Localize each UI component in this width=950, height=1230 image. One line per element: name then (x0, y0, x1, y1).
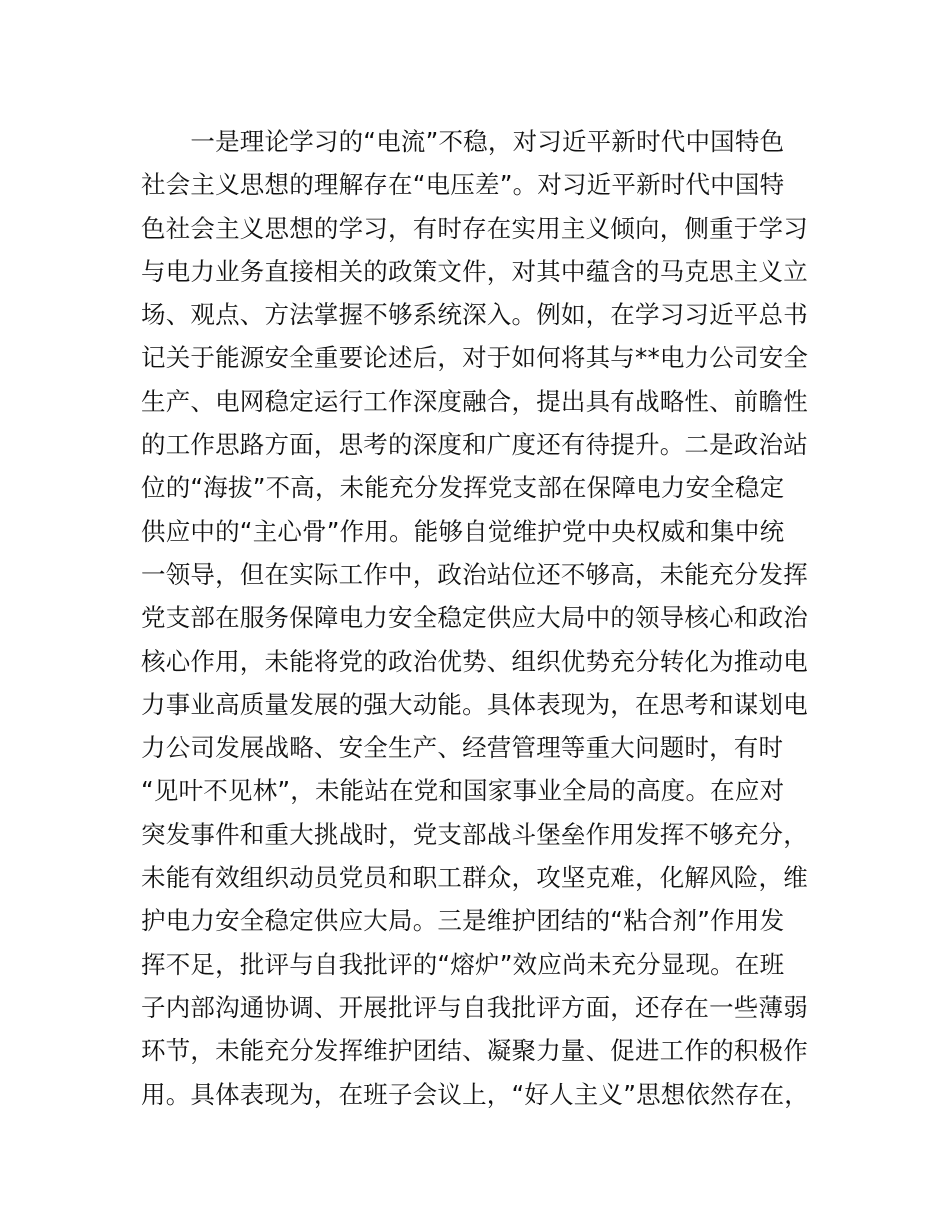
text-line: 突发事件和重大挑战时，党支部战斗堡垒作用发挥不够充分， (141, 819, 808, 849)
text-line: 色社会主义思想的学习，有时存在实用主义倾向，侧重于学习 (141, 213, 808, 243)
text-line: 生产、电网稳定运行工作深度融合，提出具有战略性、前瞻性 (141, 386, 808, 416)
text-line: 未能有效组织动员党员和职工群众，攻坚克难，化解风险，维 (141, 863, 808, 893)
text-line: 场、观点、方法掌握不够系统深入。例如，在学习习近平总书 (141, 300, 808, 330)
body-paragraph (141, 120, 841, 1116)
text-line: 环节，未能充分发挥维护团结、凝聚力量、促进工作的积极作 (141, 1036, 808, 1066)
text-line: 党支部在服务保障电力安全稳定供应大局中的领导核心和政治 (141, 603, 808, 633)
text-line: “见叶不见林”，未能站在党和国家事业全局的高度。在应对 (141, 776, 785, 806)
text-line: 供应中的“主心骨”作用。能够自觉维护党中央权威和集中统 (141, 516, 785, 546)
text-line: 护电力安全稳定供应大局。三是维护团结的“粘合剂”作用发 (141, 906, 785, 936)
text-line: 核心作用，未能将党的政治优势、组织优势充分转化为推动电 (141, 646, 808, 676)
text-line: 位的“海拔”不高，未能充分发挥党支部在保障电力安全稳定 (141, 473, 785, 503)
text-line: 记关于能源安全重要论述后，对于如何将其与**电力公司安全 (141, 343, 809, 373)
text-line: 力公司发展战略、安全生产、经营管理等重大问题时，有时 (141, 733, 784, 763)
text-line: 力事业高质量发展的强大动能。具体表现为，在思考和谋划电 (141, 689, 808, 719)
text-line: 的工作思路方面，思考的深度和广度还有待提升。二是政治站 (141, 430, 808, 460)
text-line: 社会主义思想的理解存在“电压差”。对习近平新时代中国特 (141, 170, 785, 200)
text-line: 与电力业务直接相关的政策文件，对其中蕴含的马克思主义立 (141, 256, 808, 286)
text-line: 挥不足，批评与自我批评的“熔炉”效应尚未充分显现。在班 (141, 949, 785, 979)
text-line: 一是理论学习的“电流”不稳，对习近平新时代中国特色 (141, 127, 785, 156)
text-line: 子内部沟通协调、开展批评与自我批评方面，还存在一些薄弱 (141, 992, 808, 1022)
text-line: 用。具体表现为，在班子会议上，“好人主义”思想依然存在， (141, 1079, 809, 1109)
text-line: 一领导，但在实际工作中，政治站位还不够高，未能充分发挥 (141, 559, 808, 589)
